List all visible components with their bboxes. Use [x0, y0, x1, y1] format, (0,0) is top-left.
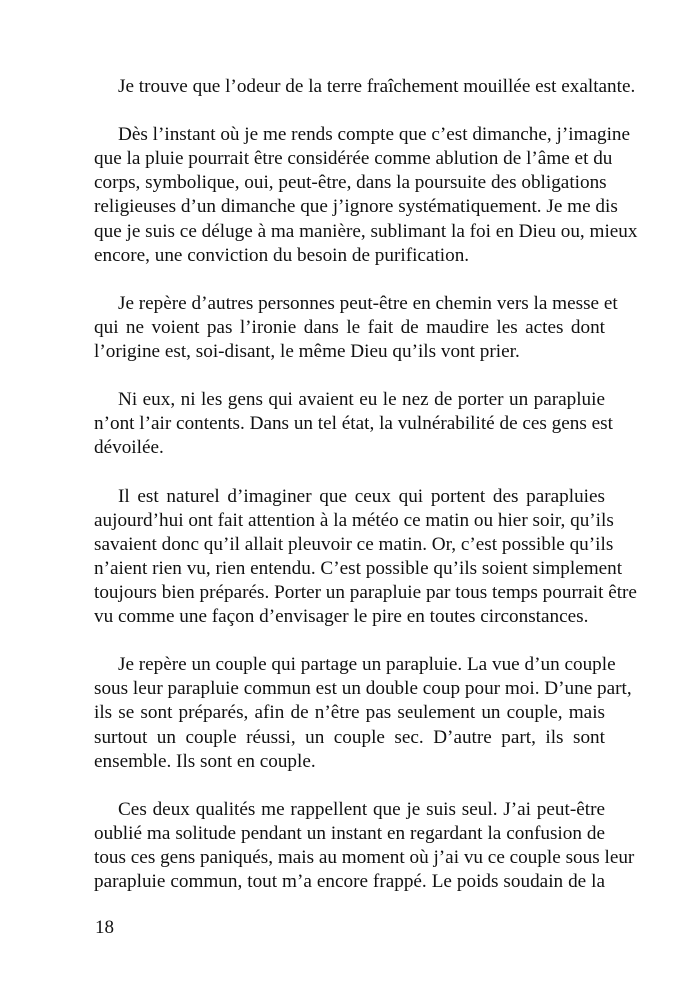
text-line: savaient donc qu’il allait pleuvoir ce matin. Or, c’est possible qu’ils [94, 533, 614, 555]
text-line: qui ne voient pas l’ironie dans le fait de maudire les actes dont [94, 316, 605, 338]
text-line: surtout un couple réussi, un couple sec. D’autre part, ils sont [94, 726, 605, 748]
text-line: ils se sont préparés, afin de n’être pas seulement un couple, mais [94, 702, 605, 724]
paragraph [94, 798, 635, 894]
text-line: Je trouve que l’odeur de la terre fraîchement mouillée est exaltante. [118, 76, 636, 97]
text-line: n’ont l’air contents. Dans un tel état, la vulnérabilité de ces gens est [94, 413, 613, 435]
text-line: sous leur parapluie commun est un double coup pour moi. D’une part, [94, 678, 632, 700]
text-line: dévoilée. [94, 437, 164, 459]
paragraph [94, 388, 613, 460]
text-line: ensemble. Ils sont en couple. [94, 750, 316, 772]
text-line: encore, une conviction du besoin de purification. [94, 244, 470, 266]
text-line: Dès l’instant où je me rends compte que c’est dimanche, j’imagine [118, 124, 631, 146]
text-line: vu comme une façon d’envisager le pire en toutes circonstances. [94, 606, 589, 628]
text-line: Je repère un couple qui partage un parapluie. La vue d’un couple [118, 654, 616, 676]
text-line: que la pluie pourrait être considérée comme ablution de l’âme et du [94, 148, 613, 170]
text-line: toujours bien préparés. Porter un parapluie par tous temps pourrait être [94, 581, 637, 603]
text-line: Il est naturel d’imaginer que ceux qui portent des parapluies [118, 485, 605, 507]
text-line: Ces deux qualités me rappellent que je suis seul. J’ai peut-être [118, 798, 605, 820]
page-number: 18 [95, 917, 114, 938]
text-line: Ni eux, ni les gens qui avaient eu le nez de porter un parapluie [118, 389, 605, 411]
paragraph [94, 485, 637, 630]
text-line: tous ces gens paniqués, mais au moment où j’ai vu ce couple sous leur [94, 847, 635, 868]
paragraph [94, 123, 638, 268]
text-line: n’aient rien vu, rien entendu. C’est possible qu’ils soient simplement [94, 557, 623, 579]
paragraph [94, 292, 618, 364]
text-line: religieuses d’un dimanche que j’ignore systématiquement. Je me dis [94, 196, 618, 218]
paragraph [94, 75, 636, 99]
text-line: que je suis ce déluge à ma manière, sublimant la foi en Dieu ou, mieux [94, 220, 638, 242]
text-line: Je repère d’autres personnes peut-être en chemin vers la messe et [118, 292, 618, 314]
text-line: oublié ma solitude pendant un instant en regardant la confusion de [94, 822, 605, 844]
paragraph [94, 653, 632, 773]
text-line: aujourd’hui ont fait attention à la météo ce matin ou hier soir, qu’ils [94, 509, 614, 531]
text-line: l’origine est, soi-disant, le même Dieu qu’ils vont prier. [94, 341, 520, 363]
page-body [94, 75, 638, 918]
text-line: parapluie commun, tout m’a encore frappé. Le poids soudain de la [94, 871, 605, 893]
text-line: corps, symbolique, oui, peut-être, dans la poursuite des obligations [94, 172, 607, 194]
